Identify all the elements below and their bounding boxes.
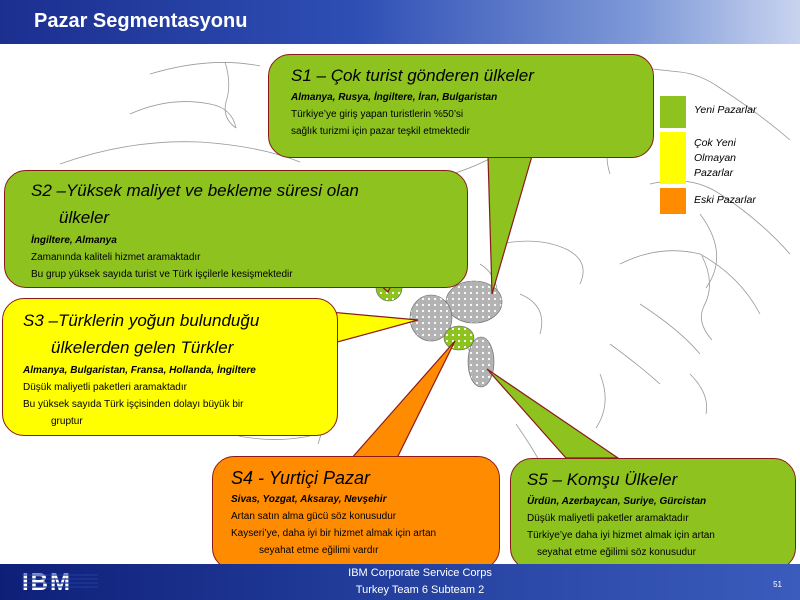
segment-s5-countries: Ürdün, Azerbaycan, Suriye, Gürcistan	[527, 496, 707, 507]
legend-swatch-orange	[660, 188, 686, 214]
legend-label-not-very-new-3: Pazarlar	[694, 167, 734, 179]
segment-s4-title: S4 - Yurtiçi Pazar	[231, 468, 371, 488]
legend-swatch-green	[660, 96, 686, 128]
segment-s3-line2: Bu yüksek sayıda Türk işçisinden dolayı büyük bir	[23, 399, 244, 410]
slide-title: Pazar Segmentasyonu	[34, 10, 248, 32]
segment-s3-title-line1: S3 –Türklerin yoğun bulunduğu	[23, 311, 260, 330]
segment-s3-line1: Düşük maliyetli paketleri aramaktadır	[23, 382, 187, 393]
title-bar	[0, 0, 800, 44]
segment-s2-countries: İngiltere, Almanya	[31, 235, 117, 246]
segment-s4-line1: Artan satın alma gücü söz konusudur	[231, 511, 397, 522]
ibm-logo-text: IBM	[22, 570, 72, 594]
segment-s2-title-line1: S2 –Yüksek maliyet ve bekleme süresi olan	[31, 181, 359, 200]
segment-s2-callout	[4, 170, 468, 288]
legend-label-old: Eski Pazarlar	[694, 194, 756, 206]
segment-s2-line1: Zamanında kaliteli hizmet aramaktadır	[31, 252, 201, 263]
segment-s3-countries: Almanya, Bulgaristan, Fransa, Hollanda, İngiltere	[23, 365, 256, 376]
segment-s1-title: S1 – Çok turist gönderen ülkeler	[291, 66, 534, 85]
segment-s4-line3: seyahat etme eğilimi vardır	[259, 545, 379, 556]
segment-s4-line2: Kayseri’ye, daha iyi bir hizmet almak için artan	[231, 528, 437, 539]
segment-s2-title-line2: ülkeler	[59, 208, 110, 227]
legend-label-not-very-new-2: Olmayan	[694, 152, 737, 164]
segment-s3-title-line2: ülkelerden gelen Türkler	[51, 338, 234, 357]
segment-s1-callout	[268, 54, 654, 158]
legend-label-not-very-new-1: Çok Yeni	[694, 137, 736, 149]
legend-label-new: Yeni Pazarlar	[694, 104, 757, 116]
segment-s2-line2: Bu grup yüksek sayıda turist ve Türk işçilerle kesişmektedir	[31, 269, 293, 280]
segment-s1-line2: sağlık turizmi için pazar teşkil etmektedir	[291, 126, 470, 137]
footer	[0, 564, 800, 600]
segment-s5-line1: Düşük maliyetli paketler aramaktadır	[527, 513, 689, 524]
segment-s5-line2: Türkiye’ye daha iyi hizmet almak için artan	[527, 530, 715, 541]
segment-s1-countries: Almanya, Rusya, İngiltere, İran, Bulgaristan	[291, 92, 498, 103]
segment-s4-callout	[212, 456, 500, 570]
ibm-logo	[22, 570, 98, 594]
page-number: 51	[773, 580, 782, 589]
segment-s3-callout	[2, 298, 338, 436]
segment-s4-countries: Sivas, Yozgat, Aksaray, Nevşehir	[231, 494, 387, 505]
segment-s5-line3: seyahat etme eğilimi söz konusudur	[537, 547, 696, 558]
footer-line1: IBM Corporate Service Corps	[348, 567, 492, 579]
legend-swatch-yellow	[660, 132, 686, 184]
segment-s1-line1: Türkiye’ye giriş yapan turistlerin %50’si	[291, 109, 464, 120]
segment-s5-title: S5 – Komşu Ülkeler	[527, 470, 678, 489]
segment-s3-line3: gruptur	[51, 416, 83, 427]
segment-s5-callout	[510, 458, 796, 570]
footer-line2: Turkey Team 6 Subteam 2	[355, 584, 485, 596]
